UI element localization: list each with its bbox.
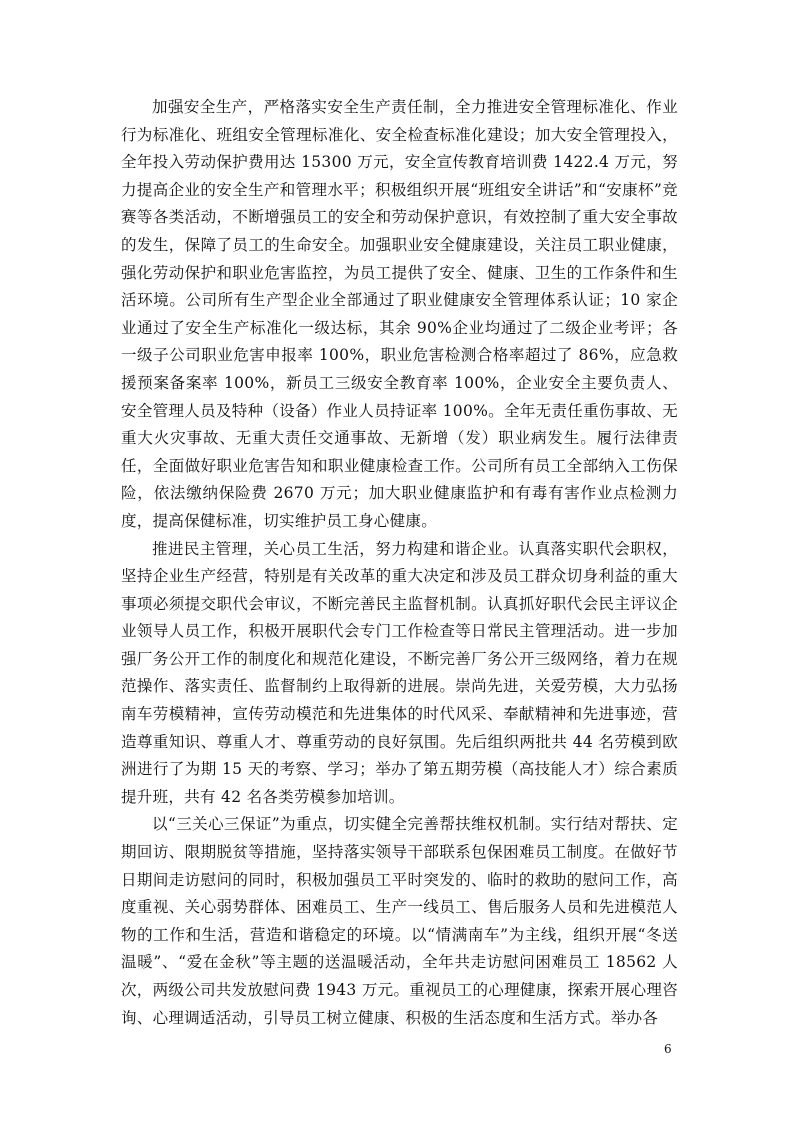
paragraph-assistance-mechanism: 以“三关心三保证”为重点，切实健全完善帮扶维权机制。实行结对帮扶、定期回访、限期脱贫等措施，坚持落实领导干部联系包保困难员工制度。在做好节日期间走访慰问的同时，积极加强员工平时突发的、临时的救助的慰问工作，高度重视、关心弱势群体、困难员工、生产一线员工、售后服务人员和先进模范人物的工作和生活，营造和谐稳定的环境。以“情满南车”为主线，组织开展“冬送温暖”、“爱在金秋”等主题的送温暖活动，全年共走访慰问困难员工 18562 人次，两级公司共发放慰问费 1943 万元。重视员工的心理健康，探索开展心理咨询、心理调适活动，引导员工树立健康、积极的生活态度和生活方式。举办各 [121,815,678,1027]
paragraph-safety-production: 加强安全生产，严格落实安全生产责任制，全力推进安全管理标准化、作业行为标准化、班组安全管理标准化、安全检查标准化建设；加大安全管理投入，全年投入劳动保护费用达 15300 万元，安全宣传教育培训费 1422.4 万元，努力提高企业的安全生产和管理水平；积极组织开展“班组安全讲话”和“安康杯”竞赛等各类活动，不断增强员工的安全和劳动保护意识，有效控制了重大安全事故的发生，保障了员工的生命安全。加强职业安全健康建设，关注员工职业健康，强化劳动保护和职业危害监控，为员工提供了安全、健康、卫生的工作条件和生活环境。公司所有生产型企业全部通过了职业健康安全管理体系认证；10 家企业通过了安全生产标准化一级达标，其余 90%企业均通过了二级企业考评；各一级子公司职业危害申报率 100%，职业危害检测合格率超过了 86%，应急救援预案备案率 100%，新员工三级安全教育率 100%，企业安全主要负责人、安全管理人员及特种（设备）作业人员持证率 100%。全年无责任重伤事故、无重大火灾事故、无重大责任交通事故、无新增（发）职业病发生。履行法律责任，全面做好职业危害告知和职业健康检查工作。公司所有员工全部纳入工伤保险，依法缴纳保险费 2670 万元；加大职业健康监护和有毒有害作业点检测力度，提高保健标准，切实维护员工身心健康。 [121,98,678,530]
document-body [121,94,678,1032]
paragraph-democratic-management: 推进民主管理，关心员工生活，努力构建和谐企业。认真落实职代会职权，坚持企业生产经营，特别是有关改革的重大决定和涉及员工群众切身利益的重大事项必须提交职代会审议，不断完善民主监督机制。认真抓好职代会民主评议企业领导人员工作，积极开展职代会专门工作检查等日常民主管理活动。进一步加强厂务公开工作的制度化和规范化建设，不断完善厂务公开三级网络，着力在规范操作、落实责任、监督制约上取得新的进展。崇尚先进，关爱劳模，大力弘扬南车劳模精神，宣传劳动模范和先进集体的时代风采、奉献精神和先进事迹，营造尊重知识、尊重人才、尊重劳动的良好氛围。先后组织两批共 44 名劳模到欧洲进行了为期 15 天的考察、学习；举办了第五期劳模（高技能人才）综合素质提升班，共有 42 名各类劳模参加培训。 [121,539,678,806]
page-number: 6 [664,1042,672,1056]
